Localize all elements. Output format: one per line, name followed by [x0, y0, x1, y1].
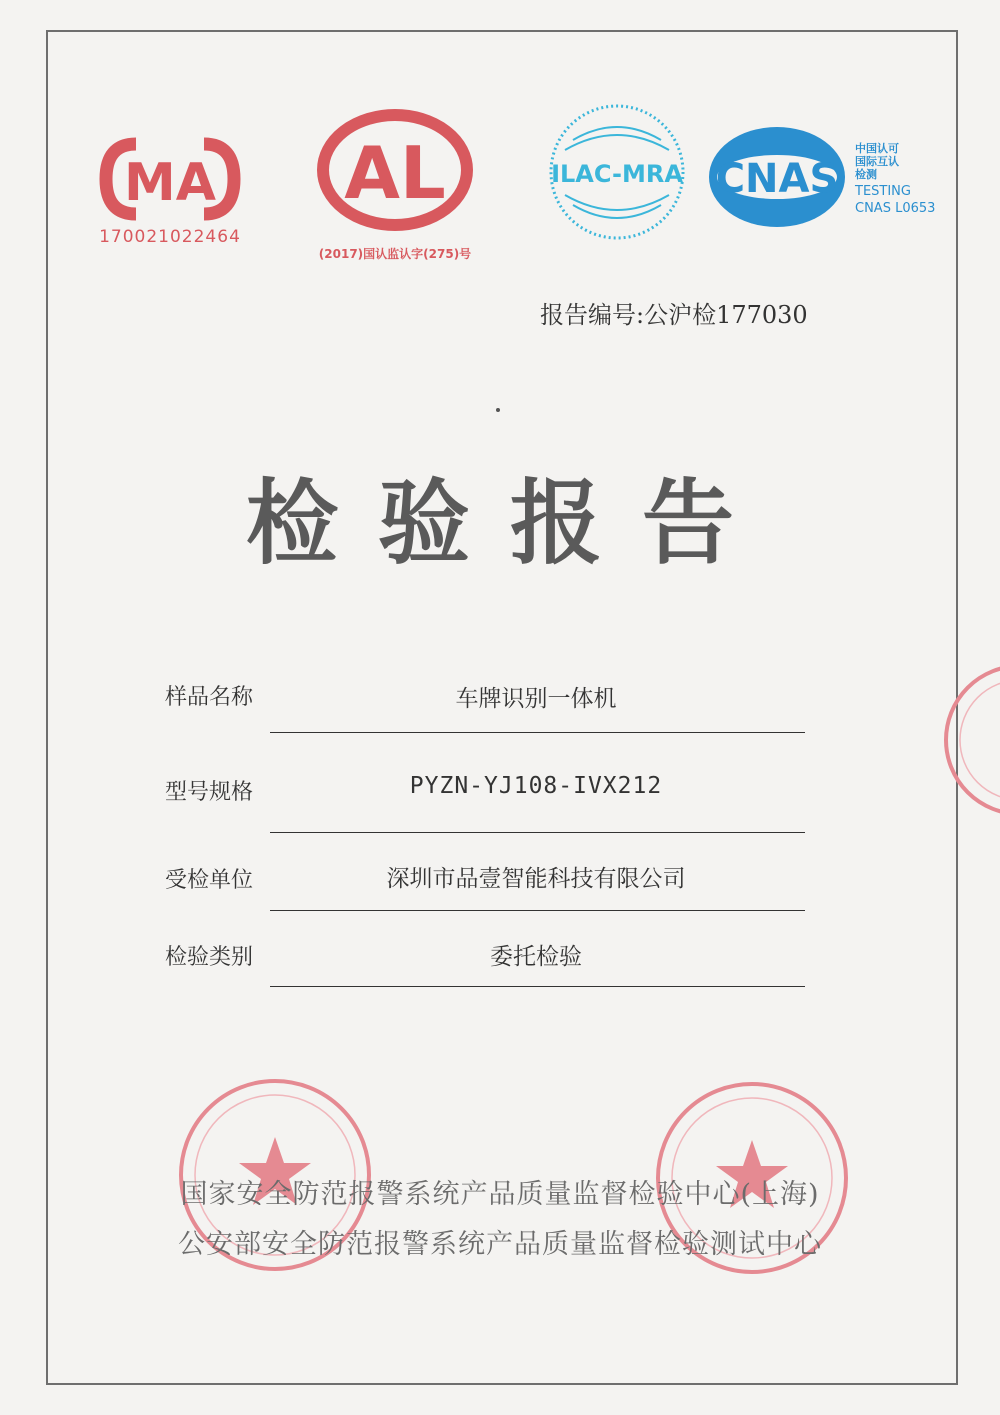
field-value-model: PYZN-YJ108-IVX212 — [409, 773, 663, 799]
cnas-side-text — [855, 142, 950, 217]
field-underline — [270, 910, 805, 911]
cnas-side-en-1: TESTING — [855, 183, 911, 199]
ilac-mra-logo-text: ILAC-MRA — [551, 160, 683, 188]
field-label-inspection-type: 检验类别 — [165, 945, 254, 970]
report-number: 报告编号:公沪检177030 — [540, 301, 808, 329]
field-value-inspection-type: 委托检验 — [490, 944, 582, 970]
cal-logo — [300, 108, 490, 268]
issuer-line-2: 公安部安全防范报警系统产品质量监督检验测试中心 — [178, 1229, 822, 1260]
field-value-sample-name: 车牌识别一体机 — [455, 686, 617, 712]
page-title: 检验报告 — [245, 469, 774, 577]
cma-number: 170021022464 — [99, 227, 241, 247]
field-value-inspected-unit: 深圳市品壹智能科技有限公司 — [386, 866, 686, 892]
cma-logo-text: MA — [124, 153, 216, 213]
cnas-logo-icon — [705, 122, 855, 232]
field-label-model: 型号规格 — [165, 780, 254, 805]
cma-logo — [96, 132, 244, 252]
cma-logo-icon — [96, 132, 244, 227]
cnas-logo-text: CNAS — [715, 156, 839, 202]
cnas-side-cn-1: 中国认可 — [855, 142, 899, 155]
ilac-mra-logo-icon — [545, 100, 690, 245]
partial-seal-stamp-icon — [940, 660, 1000, 820]
cnas-side-en-2: CNAS L0653 — [855, 201, 936, 217]
cal-logo-text: AL — [344, 131, 446, 215]
field-underline — [270, 832, 805, 833]
cnas-side-cn-2: 国际互认 — [855, 155, 899, 169]
decorative-dot — [496, 408, 500, 412]
cnas-side-cn-3: 检测 — [855, 168, 877, 182]
cal-caption: (2017)国认监认字(275)号 — [318, 247, 472, 261]
field-label-inspected-unit: 受检单位 — [165, 868, 254, 893]
cnas-logo — [705, 122, 945, 232]
field-underline — [270, 986, 805, 987]
ilac-mra-logo — [545, 100, 690, 245]
issuer-line-1: 国家安全防范报警系统产品质量监督检验中心(上海) — [180, 1179, 820, 1210]
cal-logo-icon — [300, 108, 490, 238]
field-underline — [270, 732, 805, 733]
field-label-sample-name: 样品名称 — [165, 685, 254, 710]
